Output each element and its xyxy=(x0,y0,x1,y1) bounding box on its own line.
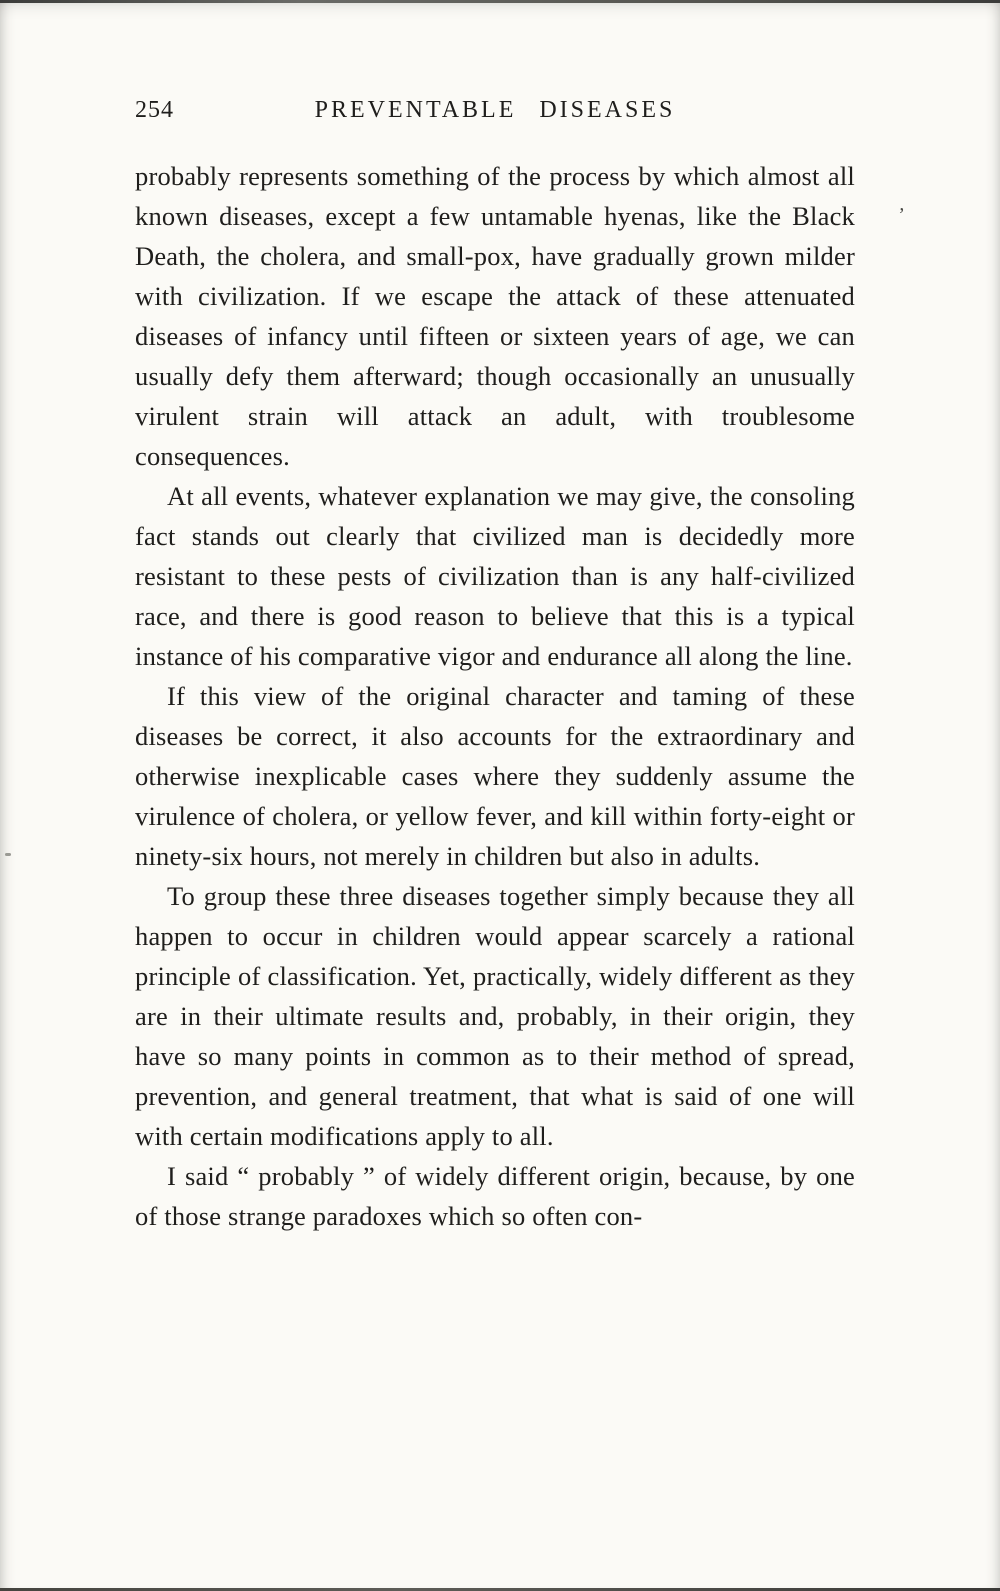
running-title: PREVENTABLE DISEASES xyxy=(314,97,676,123)
page-header xyxy=(135,97,855,129)
paragraph: At all events, whatever explanation we may give, the consoling fact stands out clearly that civilized man is decidedly more resistant to these pests of civilization than is any half-civilized race, and there is good reason to believe that this is a typical instance of his comparative vigor and endurance all along the line. xyxy=(135,481,855,671)
page-body xyxy=(135,156,855,1236)
paragraph: If this view of the original character and taming of these diseases be correct, it also accounts for the extraordinary and otherwise inexplicable cases where they suddenly assume the virulence of cholera, or yellow fever, and kill within forty-eight or ninety-six hours, not merely in children but also in adults. xyxy=(135,681,855,871)
page-number: 254 xyxy=(135,97,174,123)
scan-speck-artifact xyxy=(5,853,11,856)
paragraph: To group these three diseases together simply because they all happen to occur in children would appear scarcely a rational principle of classification. Yet, practically, widely different as they are in their ultimate results and, probably, in their origin, they have so many points in common as to their method of spread, prevention, and general treatment, that what is said of one will with certain modifications apply to all. xyxy=(135,881,855,1151)
ink-mark-artifact: ’ xyxy=(897,204,904,226)
paragraph: probably represents something of the process by which almost all known diseases, except a few untamable hyenas, like the Black Death, the cholera, and small-pox, have gradually grown milder with civilization. If we escape the attack of these attenuated diseases of infancy until fifteen or sixteen years of age, we can usually defy them afterward; though occasionally an unusually virulent strain will attack an adult, with troublesome consequences. xyxy=(135,161,855,471)
scan-edge-top xyxy=(0,0,1000,3)
paragraph: I said “ probably ” of widely different origin, because, by one of those strange paradoxes which so often con- xyxy=(135,1161,855,1231)
